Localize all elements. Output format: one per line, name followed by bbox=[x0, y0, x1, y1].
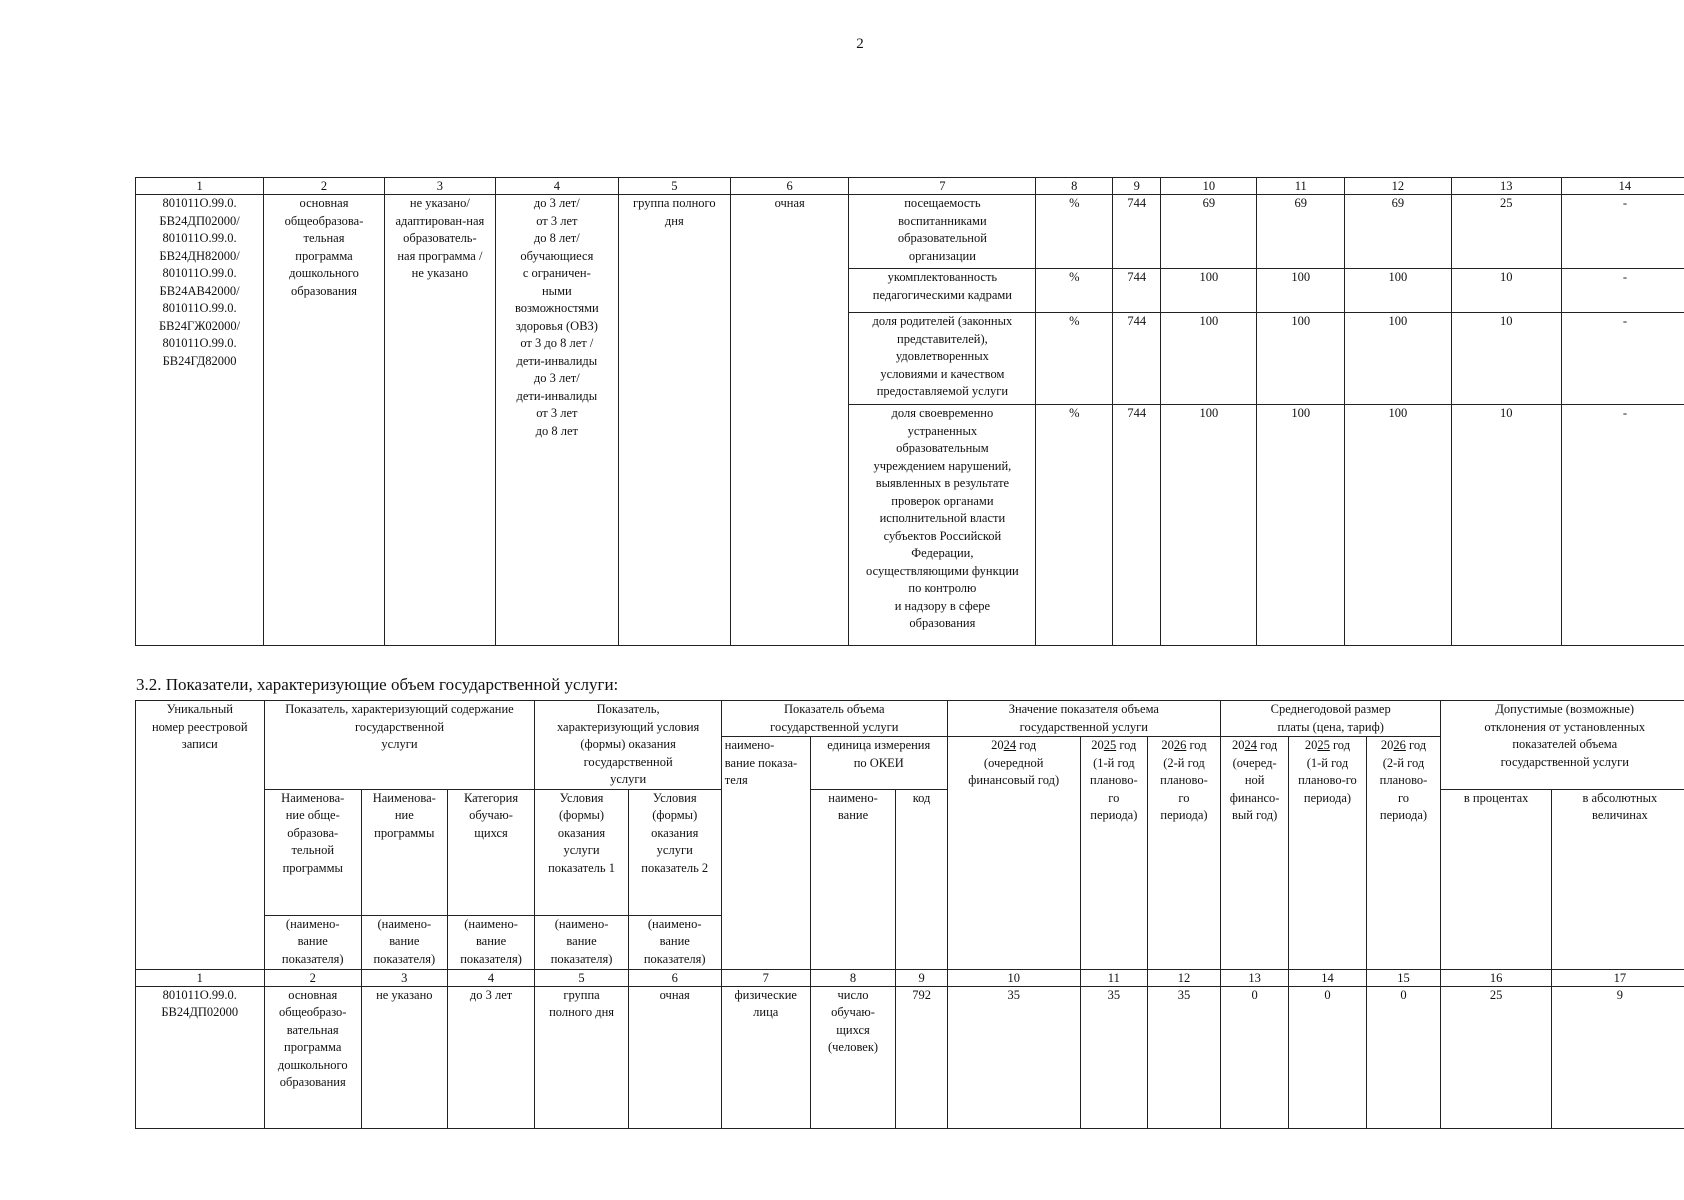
value-cell: 35 bbox=[947, 986, 1080, 1128]
column-numbers-row bbox=[136, 969, 1684, 986]
price-cell: 0 bbox=[1289, 986, 1366, 1128]
col-num: 4 bbox=[447, 969, 535, 986]
price1-header: 2024 год (очеред- ной финансо- вый год) bbox=[1220, 737, 1289, 970]
deviation-abs-cell: - bbox=[1561, 195, 1684, 269]
deviation-pct-cell: 25 bbox=[1451, 195, 1561, 269]
condition1-cell: группа полного дня bbox=[535, 986, 628, 1128]
program-type-cell: не указано/ адаптирован-ная образователь- ная программа / не указано bbox=[384, 195, 495, 646]
col-num: 3 bbox=[384, 178, 495, 195]
program-type-cell: не указано bbox=[361, 986, 447, 1128]
price-cell: 0 bbox=[1366, 986, 1441, 1128]
unit-cell: % bbox=[1036, 269, 1113, 313]
value-cell: 100 bbox=[1161, 405, 1257, 646]
volume-header: Показатель объема государственной услуги bbox=[721, 701, 947, 737]
registry-number-cell: 801011О.99.0. БВ24ДП02000 bbox=[136, 986, 265, 1128]
col-num: 7 bbox=[849, 178, 1036, 195]
indicator-cell: укомплектованность педагогическими кадрами bbox=[849, 269, 1036, 313]
deviation-abs-cell: - bbox=[1561, 313, 1684, 405]
naim-header: (наимено- вание показателя) bbox=[535, 915, 628, 969]
value-cell: 100 bbox=[1345, 405, 1452, 646]
value-cell: 100 bbox=[1345, 313, 1452, 405]
category-cell: до 3 лет/ от 3 лет до 8 лет/ обучающиеся с ограничен- ными возможностями здоровья (ОВЗ) от 3 до 8 лет / дети-инвалиды до 3 лет/ дети-инвалиды от 3 лет до 8 лет bbox=[495, 195, 618, 646]
price3-header: 2026 год (2-й год планово- го периода) bbox=[1366, 737, 1441, 970]
sub-header-4: Условия (формы) оказания услуги показатель 1 bbox=[535, 789, 628, 915]
registry-number-cell: 801011О.99.0. БВ24ДП02000/ 801011О.99.0. БВ24ДН82000/ 801011О.99.0. БВ24АВ42000/ 801011О.99.0. БВ24ГЖ02000/ 801011О.99.0. БВ24ГД82000 bbox=[136, 195, 264, 646]
value-cell: 100 bbox=[1257, 313, 1345, 405]
value-cell: 100 bbox=[1161, 313, 1257, 405]
conditions-header: Показатель, характеризующий условия (формы) оказания государственной услуги bbox=[535, 701, 721, 790]
value-header: Значение показателя объема государственной услуги bbox=[947, 701, 1220, 737]
deviation-abs-cell: - bbox=[1561, 269, 1684, 313]
value-cell: 35 bbox=[1080, 986, 1147, 1128]
col-num: 5 bbox=[618, 178, 730, 195]
registry-header: Уникальный номер реестровой записи bbox=[136, 701, 265, 808]
col-num: 10 bbox=[1161, 178, 1257, 195]
col-num: 14 bbox=[1289, 969, 1366, 986]
naim-header: (наимено- вание показателя) bbox=[264, 915, 361, 969]
col-num: 11 bbox=[1080, 969, 1147, 986]
volume-indicators-table bbox=[135, 700, 1684, 1129]
unit-cell: % bbox=[1036, 313, 1113, 405]
sub-header-2: Наименова- ние программы bbox=[361, 789, 447, 915]
col-num: 7 bbox=[721, 969, 810, 986]
year2-header: 2025 год (1-й год планово- го периода) bbox=[1080, 737, 1147, 970]
col-num: 17 bbox=[1551, 969, 1684, 986]
sub-header-1: Наименова- ние обще- образова- тельной программы bbox=[264, 789, 361, 915]
deviation-abs-cell: - bbox=[1561, 405, 1684, 646]
value-cell: 100 bbox=[1257, 405, 1345, 646]
value-cell: 69 bbox=[1161, 195, 1257, 269]
condition2-cell: очная bbox=[628, 986, 721, 1128]
col-num: 13 bbox=[1220, 969, 1289, 986]
year1-header: 2024 год (очередной финансовый год) bbox=[947, 737, 1080, 970]
price2-header: 2025 год (1-й год планово-го периода) bbox=[1289, 737, 1366, 970]
condition2-cell: очная bbox=[730, 195, 849, 646]
value-cell: 69 bbox=[1257, 195, 1345, 269]
unit-cell: % bbox=[1036, 405, 1113, 646]
naim-header: (наимено- вание показателя) bbox=[628, 915, 721, 969]
code-cell: 792 bbox=[896, 986, 947, 1128]
sub-header-3: Категория обучаю- щихся bbox=[447, 789, 535, 915]
price-header: Среднегодовой размер платы (цена, тариф) bbox=[1220, 701, 1441, 737]
code-cell: 744 bbox=[1113, 405, 1161, 646]
col-num: 12 bbox=[1148, 969, 1221, 986]
code-cell: 744 bbox=[1113, 269, 1161, 313]
col-num: 14 bbox=[1561, 178, 1684, 195]
deviation-abs-header: в абсолютных величинах bbox=[1551, 789, 1684, 969]
naim-header: (наимено- вание показателя) bbox=[361, 915, 447, 969]
indicator-cell: посещаемость воспитанниками образовательной организации bbox=[849, 195, 1036, 269]
col-num: 16 bbox=[1441, 969, 1551, 986]
deviation-pct-cell: 10 bbox=[1451, 269, 1561, 313]
deviation-pct-cell: 25 bbox=[1441, 986, 1551, 1128]
value-cell: 35 bbox=[1148, 986, 1221, 1128]
program-cell: основная общеобразо- вательная программа дошкольного образования bbox=[264, 986, 361, 1128]
value-cell: 69 bbox=[1345, 195, 1452, 269]
unit-cell: % bbox=[1036, 195, 1113, 269]
col-num: 8 bbox=[810, 969, 896, 986]
col-num: 1 bbox=[136, 178, 264, 195]
program-cell: основная общеобразова- тельная программа дошкольного образования bbox=[264, 195, 385, 646]
indicator-cell: доля своевременно устраненных образовательным учреждением нарушений, выявленных в результате проверок органами исполнительной власти субъектов Российской Федерации, осуществляющими функции по контролю и надзору в сфере образования bbox=[849, 405, 1036, 646]
code-cell: 744 bbox=[1113, 195, 1161, 269]
col-num: 13 bbox=[1451, 178, 1561, 195]
price-cell: 0 bbox=[1220, 986, 1289, 1128]
okei-name-header: наимено- вание bbox=[810, 789, 896, 969]
col-num: 15 bbox=[1366, 969, 1441, 986]
deviation-pct-cell: 10 bbox=[1451, 313, 1561, 405]
col-num: 2 bbox=[264, 178, 385, 195]
indicator-cell: физические лица bbox=[721, 986, 810, 1128]
col-num: 6 bbox=[628, 969, 721, 986]
page-number: 2 bbox=[856, 36, 864, 52]
col-num: 9 bbox=[1113, 178, 1161, 195]
header-row bbox=[136, 789, 1684, 807]
col-num: 10 bbox=[947, 969, 1080, 986]
indicator-cell: доля родителей (законных представителей), удовлетворенных условиями и качеством предоставляемой услуги bbox=[849, 313, 1036, 405]
sub-header-5: Условия (формы) оказания услуги показатель 2 bbox=[628, 789, 721, 915]
deviation-pct-cell: 10 bbox=[1451, 405, 1561, 646]
col-num: 3 bbox=[361, 969, 447, 986]
value-cell: 100 bbox=[1345, 269, 1452, 313]
section-title: 3.2. Показатели, характеризующие объем государственной услуги: bbox=[136, 675, 619, 694]
table-row bbox=[136, 986, 1684, 1128]
column-numbers-row bbox=[136, 178, 1684, 195]
deviation-abs-cell: 9 bbox=[1551, 986, 1684, 1128]
registry-header-cont bbox=[136, 807, 265, 969]
category-cell: до 3 лет bbox=[447, 986, 535, 1128]
deviation-pct-header: в процентах bbox=[1441, 789, 1551, 969]
year3-header: 2026 год (2-й год планово- го периода) bbox=[1148, 737, 1221, 970]
header-row bbox=[136, 701, 1684, 737]
col-num: 11 bbox=[1257, 178, 1345, 195]
col-num: 9 bbox=[896, 969, 947, 986]
value-cell: 100 bbox=[1161, 269, 1257, 313]
volume-name-header: наимено- вание показа- теля bbox=[721, 737, 810, 970]
condition1-cell: группа полного дня bbox=[618, 195, 730, 646]
code-cell: 744 bbox=[1113, 313, 1161, 405]
naim-header: (наимено- вание показателя) bbox=[447, 915, 535, 969]
col-num: 4 bbox=[495, 178, 618, 195]
col-num: 1 bbox=[136, 969, 265, 986]
value-cell: 100 bbox=[1257, 269, 1345, 313]
col-num: 6 bbox=[730, 178, 849, 195]
col-num: 8 bbox=[1036, 178, 1113, 195]
okei-code-header: код bbox=[896, 789, 947, 969]
col-num: 2 bbox=[264, 969, 361, 986]
table-row bbox=[136, 195, 1684, 269]
content-header: Показатель, характеризующий содержание государственной услуги bbox=[264, 701, 535, 790]
okei-header: единица измерения по ОКЕИ bbox=[810, 737, 947, 790]
quality-indicators-table bbox=[135, 177, 1684, 646]
unit-name-cell: число обучаю- щихся (человек) bbox=[810, 986, 896, 1128]
deviation-header: Допустимые (возможные) отклонения от установленных показателей объема государственной услуги bbox=[1441, 701, 1684, 790]
col-num: 12 bbox=[1345, 178, 1452, 195]
col-num: 5 bbox=[535, 969, 628, 986]
